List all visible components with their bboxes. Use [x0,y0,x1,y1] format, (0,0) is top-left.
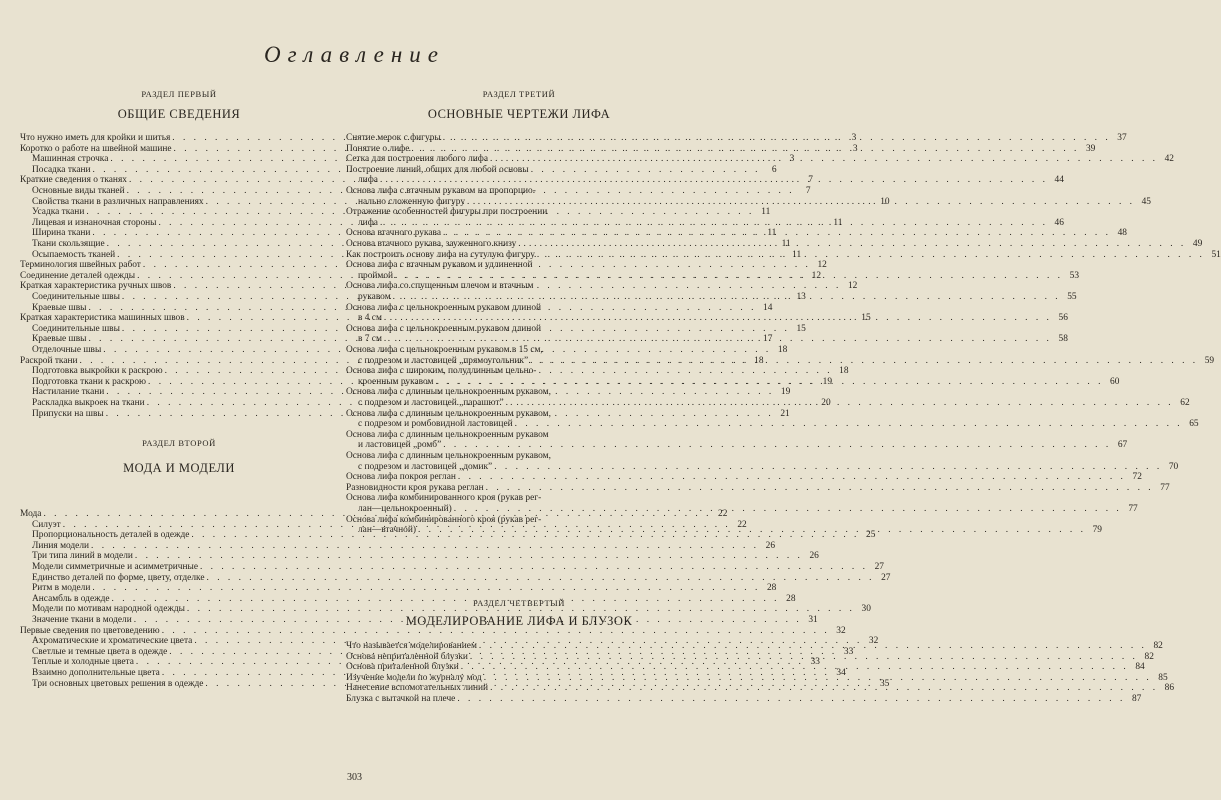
section-title: ОСНОВНЫЕ ЧЕРТЕЖИ ЛИФА [427,107,611,121]
toc-entry-page: 7 [805,186,811,196]
toc-entry-page: 19 [822,376,832,387]
toc-entry-text: Пропорциональность деталей в одежде [32,530,190,541]
toc-entry-page: 7 [808,175,813,186]
toc-entry-page: 49 [1192,239,1203,249]
toc-entry-text: проймой [358,270,394,281]
toc-entry-page: 51 [1211,249,1221,260]
toc-entry-text: в 4 см [358,313,382,324]
toc-entry-text: Изучение модели по журналу мод [346,672,482,683]
dot-leader [494,462,1162,473]
toc-entry-text: Основа лифа с цельнокроенным рукавом в 15 см, [346,345,543,355]
toc-entry-text: Основа лифа с цельнокроенным рукавом длиной [346,302,542,313]
toc-entry-text: Линия модели [32,540,90,551]
toc-entry-text: Усадка ткани [32,207,85,218]
toc-entry-text: Разновидности кроя рукава реглан [346,482,484,493]
toc-entry-page: 84 [1135,662,1145,673]
toc-entry-page: 14 [763,302,773,313]
toc-entry-text: Три основных цветовых решения в одежде [32,678,204,689]
toc-entry-text: Ритм в модели [32,583,91,594]
toc-entry-page: 87 [1131,694,1142,704]
toc-entry [346,472,1142,483]
dot-leader [435,377,1103,388]
toc-entry-page: 42 [1164,154,1174,165]
dot-leader [380,175,1048,186]
toc-entry-text: Соединительные швы [32,292,120,302]
toc-entry-page: 32 [836,625,846,636]
toc-entry-page: 18 [777,345,788,355]
toc-entry-text: Ширина ткани [32,228,91,239]
toc-entry-page: 67 [1117,440,1128,451]
toc-entry-page: 15 [796,323,806,334]
toc-entry-text: и ластовицей „ромб” [358,440,442,451]
toc-entry-text: Терминология швейных работ [20,260,141,271]
dot-leader [384,334,1052,345]
toc-entry-page: 35 [879,678,890,689]
toc-entry [346,482,1170,494]
toc-entry-text: Снятие мерок с фигуры [346,133,441,143]
toc-entry-page: 3 [789,154,795,165]
dot-leader [443,440,1111,451]
toc-entry-text: Модели по мотивам народной одежды [32,604,185,615]
toc-entry-text: Краевые швы [32,302,87,313]
toc-entry-text: Взаимно дополнительные цвета [32,668,160,678]
section-label: РАЗДЕЛ ЧЕТВЕРТЫЙ [472,598,566,608]
toc-entry-page: 28 [766,583,777,594]
toc-entry-text: Построение линий, общих для любой основы [346,164,529,175]
toc-entry-page: 58 [1058,334,1068,345]
dot-leader [443,228,1111,239]
toc-entry-text: Понятие о лифе [346,143,410,154]
toc-entry-page: 22 [718,509,728,519]
toc-entry-text: Отражение особенностей фигуры при построении [346,207,548,218]
toc-entry-page: 30 [861,604,871,615]
dot-leader [395,271,1063,282]
toc-entry-page: 11 [833,217,843,228]
toc-entry-page: 12 [811,270,822,281]
dot-leader [454,504,1122,515]
page-number: 303 [347,772,362,783]
toc-entry-text: с подрезом и ластовицей „домик” [358,461,493,472]
toc-entry-page: 39 [1085,143,1096,154]
toc-entry-text: Ахроматические и хроматические цвета [32,636,193,647]
toc-entry [346,451,1179,472]
toc-entry-text: Основные виды тканей [32,186,125,196]
section-title: МОДА И МОДЕЛИ [123,461,235,475]
toc-entry-text: лан—цельнокроенный) [358,503,452,514]
toc-entry-text: Припуски на швы [32,408,104,419]
toc-entry-text: Коротко о работе на швейной машине [20,143,172,154]
toc-entry-text: Посадка ткани [32,164,91,175]
section-label: РАЗДЕЛ ТРЕТИЙ [482,89,556,99]
toc-entry-page: 44 [1054,175,1064,186]
toc-entry-page: 26 [765,540,776,551]
toc-entry-text: Лицевая и изнаночная стороны [32,217,157,228]
toc-entry-page: 56 [1058,313,1068,324]
toc-entry-text: Нанесение вспомогательных линий [346,683,489,694]
dot-leader [458,472,1126,483]
toc-entry-page: 59 [1204,355,1215,366]
toc-entry-text: Краткая характеристика ручных швов [20,281,172,292]
dot-leader [384,313,1052,324]
dot-leader [490,683,1158,694]
dot-leader [537,250,1205,261]
toc-entry-page: 19 [780,387,791,398]
toc-entry-text: Основа лифа комбинированного кроя (рукав рег- [346,514,542,525]
section-title: МОДЕЛИРОВАНИЕ ЛИФА И БЛУЗОК [405,614,633,628]
toc-entry-page: 20 [821,398,831,408]
toc-entry [20,540,776,552]
dot-leader [518,239,1186,250]
toc-entry-text: Свойства ткани в различных направлениях [32,196,204,207]
dot-leader [467,197,1135,208]
toc-entry-page: 33 [810,657,820,668]
toc-entry-text: в 7 см [358,334,382,345]
toc-entry-page: 15 [861,313,871,324]
toc-entry [20,572,891,584]
toc-entry-page: 55 [1067,291,1077,302]
toc-entry-text: Основа лифа с длинным цельнокроенным рукавом, [346,408,551,419]
dot-leader [486,483,1154,494]
toc-entry [20,551,819,562]
toc-entry-text: Краевые швы [32,334,87,345]
toc-entry-text: с подрезом и ромбовидной ластовицей [358,419,513,430]
toc-entry-page: 48 [1117,228,1127,239]
toc-entry-text: Раскрой ткани [20,355,78,366]
toc-entry-text: Основа лифа с длинным цельнокроенным рукавом [346,429,549,440]
toc-entry-text: Мода [20,509,42,519]
toc-entry-text: Блузка с вытачкой на плече [346,694,456,704]
toc-entry-text: Раскладка выкроек на ткани [32,398,145,408]
page-title: Оглавление [263,42,445,67]
toc-entry-page: 3 [851,133,857,143]
toc-entry-page: 82 [1144,651,1154,662]
toc-entry-page: 13 [796,292,806,302]
toc-entry-page: 18 [839,366,849,377]
toc-entry-page: 33 [843,646,854,657]
toc-entry-text: Единство деталей по форме, цвету, отделке [32,572,205,583]
toc-entry-page: 46 [1054,217,1064,228]
toc-entry-page: 65 [1189,419,1199,430]
toc-entry-page: 70 [1168,461,1179,472]
toc-entry-text: Что нужно иметь для кройки и шитья [20,133,171,143]
dot-leader [479,641,1147,652]
toc-entry [20,562,884,573]
toc-entry [346,694,1142,705]
toc-entry-page: 86 [1164,683,1175,694]
toc-entry-text: лифа [358,217,378,228]
toc-entry-text: Основа лифа с втачным рукавом и удлиненной [346,260,533,271]
toc-entry [20,604,871,615]
toc-entry-text: Настилание ткани [32,387,105,398]
toc-entry-page: 11 [761,207,771,218]
dot-leader [393,292,1061,303]
toc-entry-page: 11 [792,249,802,260]
toc-entry-page: 27 [881,572,891,583]
toc-entry-text: рукавом [358,291,391,302]
toc-entry-page: 32 [868,636,879,647]
toc-entry-page: 27 [874,562,884,572]
toc-entry-text: Теплые и холодные цвета [32,657,134,668]
toc-entry-page: 6 [771,164,777,175]
toc-entry-text: Основа лифа комбинированного кроя (рукав рег- [346,493,542,504]
toc-entry-text: Основа лифа с втачным рукавом на пропорцио- [346,186,536,196]
toc-entry [20,583,777,594]
toc-entry-page: 79 [1092,525,1102,536]
toc-entry-text: Силуэт [32,519,61,530]
toc-entry [346,143,1096,155]
toc-entry-text: Осыпаемость тканей [32,249,116,260]
toc-entry-text: Ткани скользящие [32,239,105,249]
toc-entry-text: Соединительные швы [32,323,120,334]
toc-entry-text: Соединение деталей одежды [20,270,136,281]
toc-entry-text: Краткая характеристика машинных швов [20,313,185,324]
toc-entry-page: 26 [809,551,819,562]
toc-entry-page: 77 [1128,503,1138,514]
toc-entry-text: Ансамбль в одежде [32,593,110,604]
toc-entry-page: 45 [1141,196,1151,207]
toc-entry-page: 60 [1110,376,1120,387]
toc-entry-text: Краткие сведения о тканях [20,175,127,186]
toc-entry-text: Основа втачного рукава, зауженного книзу [346,239,517,249]
toc-entry-text: Основа втачного рукава [346,228,441,239]
toc-entry-text: Отделочные швы [32,345,102,355]
toc-entry-page: 25 [866,530,876,541]
toc-entry [346,154,1174,165]
toc-entry-text: Подготовка ткани к раскрою [32,376,147,387]
toc-entry-page: 12 [847,281,858,292]
toc-entry-page: 28 [786,593,796,604]
dot-leader [506,398,1174,409]
toc-entry-text: лифа [358,175,378,186]
toc-entry-text: Первые сведения по цветоведению [20,625,160,636]
dot-leader [443,133,1111,144]
toc-entry-page: 11 [781,239,791,249]
toc-entry-text: Основа лифа с широким, полудлинным цельно- [346,366,537,377]
dot-leader [530,356,1198,367]
toc-entry-text: Основа приталенной блузки [346,662,459,673]
toc-entry-page: 53 [1069,270,1080,281]
toc-entry-text: Как построить основу лифа на сутулую фигуру [346,249,535,260]
toc-entry [346,133,1127,144]
toc-entry-text: лан—втачной) [358,525,416,536]
section-label: РАЗДЕЛ ПЕРВЫЙ [141,89,217,99]
toc-entry-page: 34 [836,668,846,678]
toc-entry-page: 11 [767,228,777,239]
toc-entry [20,625,846,637]
toc-entry-page: 72 [1132,472,1142,483]
toc-entry-text: Основа лифа со спущенным плечом и втачным [346,281,534,292]
toc-entry-page: 62 [1180,397,1190,408]
dot-leader [470,652,1138,663]
toc-entry-page: 31 [808,615,818,625]
toc-entry-text: Модели симметричные и асимметричные [32,562,198,572]
toc-entry-page: 10 [880,196,890,207]
dot-leader [418,525,1086,536]
dot-leader [380,218,1048,229]
toc-entry [346,429,1128,451]
toc-entry-text: Основа лифа с длинным цельнокроенным рукавом, [346,451,551,461]
toc-entry-page: 18 [754,355,764,366]
toc-entry-page: 85 [1158,672,1168,683]
toc-entry-text: Основа лифа покроя реглан [346,472,456,483]
toc-entry-page: 82 [1153,641,1163,651]
dot-leader [490,154,1158,165]
toc-entry-text: нально сложенную фигуру [358,196,466,207]
toc-entry-text: Значение ткани в модели [32,615,132,625]
toc-entry-text: с подрезом и ластовицей „прямоугольник” [358,355,529,366]
toc-entry-page: 37 [1117,133,1127,143]
toc-entry-text: Что называется моделированием [346,641,477,651]
toc-entry-page: 22 [737,519,747,530]
toc-entry-page: 17 [763,334,773,345]
toc-entry [346,164,1064,186]
toc-entry-page: 21 [780,408,790,419]
section-label: РАЗДЕЛ ВТОРОЙ [142,438,216,448]
toc-entry-text: с подрезом и ластовицей „парашют” [358,397,504,408]
dot-leader [411,144,1079,155]
toc-entry-text: Основа лифа с длинным цельнокроенным рукавом, [346,387,551,398]
toc-entry-text: Основа лифа с цельнокроенным рукавом длиной [346,323,542,334]
section-title: ОБЩИЕ СВЕДЕНИЯ [117,107,241,121]
toc-entry-page: 77 [1160,482,1170,493]
toc-entry-text: кроенным рукавом [358,376,434,387]
toc-entry-page: 3 [852,143,858,154]
toc-entry-text: Основа неприталенной блузки [346,651,468,662]
toc-entry-text: Светлые и темные цвета в одежде [32,646,168,657]
toc-entry-page: 12 [817,260,827,271]
dot-leader [515,419,1183,430]
dot-leader [484,673,1152,684]
dot-leader [461,662,1129,673]
toc-entry-text: Машинная строчка [32,154,109,165]
toc-entry-text: Три типа линий в модели [32,551,133,562]
dot-leader [457,694,1125,705]
toc-entry-text: Подготовка выкройки к раскрою [32,366,163,377]
toc-entry-text: Сетка для построения любого лифа [346,154,489,165]
